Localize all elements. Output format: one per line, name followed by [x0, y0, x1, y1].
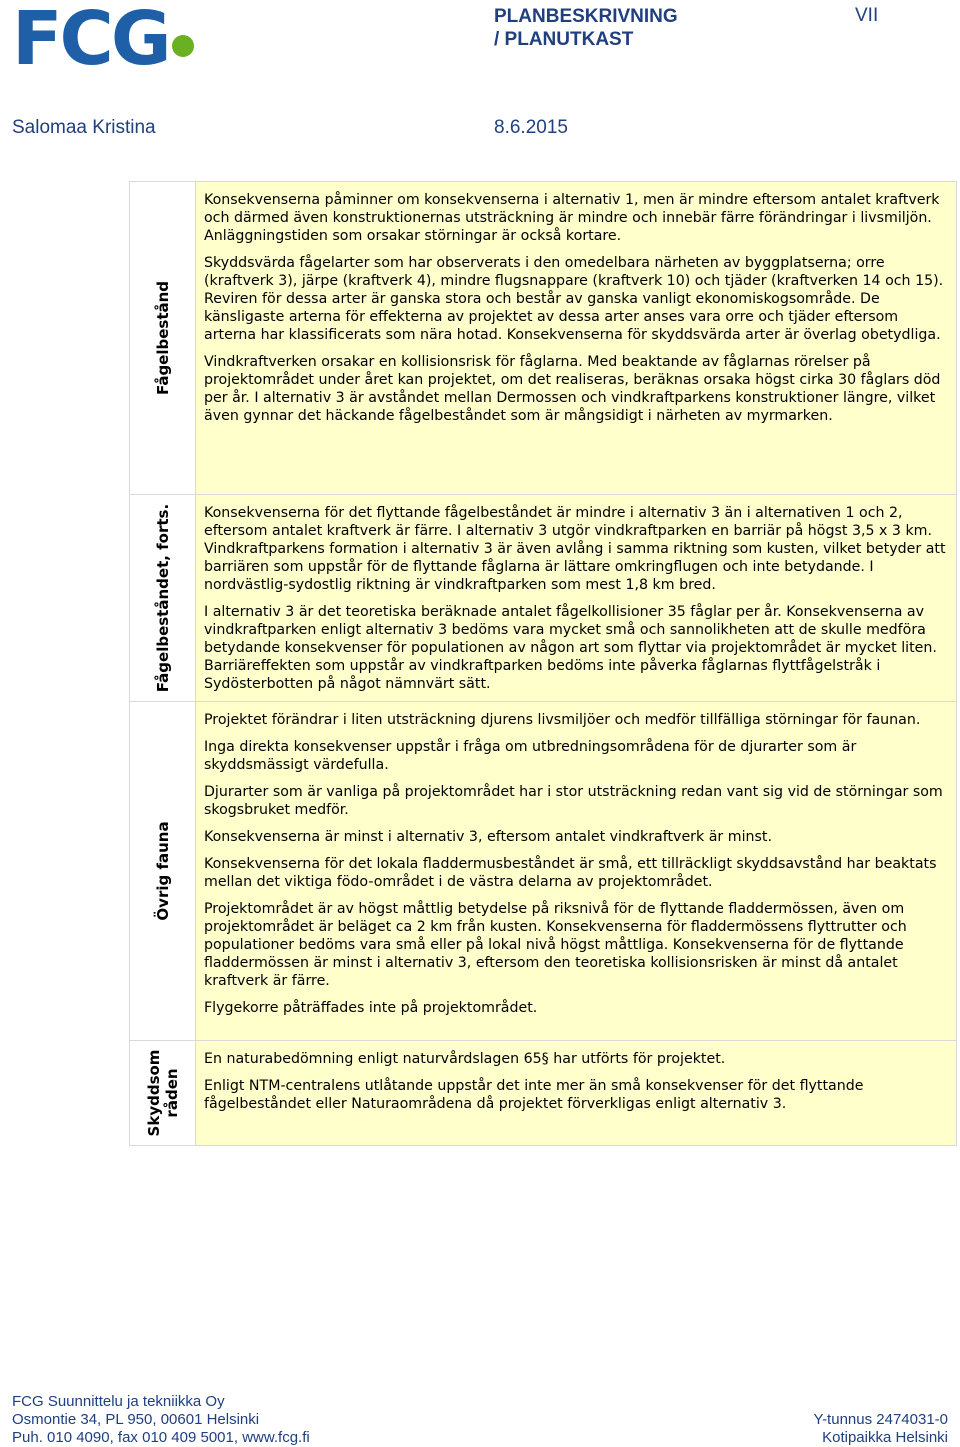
footer-business-id: Y-tunnus 2474031-0 — [813, 1411, 948, 1428]
paragraph: Enligt NTM-centralens utlåtande uppstår det inte mer än små konsekvenser för det flyttande fågelbeståndet eller Naturaområdena då projektet förverkligas enligt alternativ 3. — [204, 1078, 864, 1112]
document-title-line1: PLANBESKRIVNING — [494, 6, 678, 27]
author-name: Salomaa Kristina — [12, 117, 156, 138]
row-label-cell — [130, 182, 196, 494]
footer-company-block — [12, 1393, 310, 1447]
paragraph: Djurarter som är vanliga på projektområdet har i stor utsträckning redan vant sig vid de störningar som skogsbruket medför. — [204, 784, 943, 818]
footer-registration-block — [813, 1411, 948, 1447]
footer-domicile: Kotipaikka Helsinki — [822, 1429, 948, 1446]
footer-address: Osmontie 34, PL 950, 00601 Helsinki — [12, 1411, 260, 1428]
document-title-line2: / PLANUTKAST — [494, 29, 634, 50]
row-content — [196, 1041, 956, 1145]
table-row-fagelbestand — [130, 182, 956, 495]
paragraph: Projektområdet är av högst måttlig betydelse på riksnivå för de flyttande fladdermössen, även om projektområdet är beläget ca 2 km från kusten. Konsekvenserna för fladdermössens flyttrutter och populationer bedöms vara små eller på lokal nivå högst måttliga. Konsekvenserna för de flyttande fladdermössen är minst i alternativ 3, eftersom den teoretiska kollisionsrisken är minst då antalet kraftverk är färre. — [204, 901, 907, 989]
row-label: Fågelbestånd — [153, 280, 172, 396]
table-row-ovrig-fauna — [130, 702, 956, 1041]
paragraph: Konsekvenserna är minst i alternativ 3, eftersom antalet vindkraftverk är minst. — [204, 829, 772, 845]
table-row-skyddsomraden — [130, 1041, 956, 1145]
paragraph: I alternativ 3 är det teoretiska beräknade antalet fågelkollisioner 35 fåglar per år. Konsekvenserna av vindkraftparken enligt alternativ 3 bedöms vara mycket små och sannolikheten att de skulle medföra betydande konsekvenser för populationen av någon art som flyttar via projektområdet är mycket liten. Barriäreffekten som uppstår av vindkraftparken bedöms inte påverka fåglarnas flyttfågelstråk i Sydösterbotten på något nämnvärt sätt. — [204, 604, 937, 692]
paragraph: Flygekorre påträffades inte på projektområdet. — [204, 1000, 538, 1016]
paragraph: En naturabedömning enligt naturvårdslagen 65§ har utförts för projektet. — [204, 1051, 726, 1067]
row-label — [145, 1050, 181, 1137]
table-row-fagelbestandet-forts — [130, 495, 956, 702]
footer-contact: Puh. 010 4090, fax 010 409 5001, www.fcg.fi — [12, 1429, 310, 1446]
row-label: Fågelbeståndet, forts. — [153, 503, 172, 693]
row-label-cell — [130, 495, 196, 701]
paragraph: Projektet förändrar i liten utsträckning djurens livsmiljöer och medför tillfälliga störningar för faunan. — [204, 712, 921, 728]
paragraph: Vindkraftverken orsakar en kollisionsrisk för fåglarna. Med beaktande av fåglarnas rörelser på projektområdet under året kan projektet, om det realiseras, beräknas orsaka högst cirka 30 fåglars död per år. I alternativ 3 är avståndet mellan Dermossen och vindkraftparkens konstruktioner längre, vilket även gynnar det häckande fågelbeståndet som är mångsidigt i närheten av myrmarken. — [204, 354, 941, 424]
row-content — [196, 702, 956, 1040]
paragraph: Konsekvenserna för det lokala fladdermusbeståndet är små, ett tillräckligt skyddsavstånd har beaktats mellan det viktiga födo-området i de västra delarna av projektområdet. — [204, 856, 937, 890]
document-title — [494, 5, 678, 51]
document-date: 8.6.2015 — [494, 117, 568, 138]
paragraph: Konsekvenserna påminner om konsekvenserna i alternativ 1, men är mindre eftersom antalet kraftverk och därmed även konstruktionernas utsträckning är mindre och innebär färre förändringar i livsmiljön. Anläggningstiden som orsakar störningar är också kortare. — [204, 192, 940, 244]
fcg-logo — [12, 2, 202, 72]
logo-text: FCG — [12, 2, 169, 72]
page-number: VII — [855, 5, 879, 26]
logo-green-dot — [172, 35, 194, 57]
paragraph: Skyddsvärda fågelarter som har observerats i den omedelbara närheten av byggplatserna; orre (kraftverk 3), järpe (kraftverk 4), mindre flugsnappare (kraftverk 10) och tjäder (kraftverken 14 och 15). Reviren för dessa arter är ganska stora och består av ganska vanligt ekonomiskogsområde. De känsligaste arterna för effekterna av projektet av dessa arter anses vara orre och tjäder eftersom arterna har klassificerats som nära hotad. Konsekvenserna för skyddsvärda arter är överlag obetydliga. — [204, 255, 944, 343]
row-content — [196, 182, 956, 494]
row-label-cell — [130, 1041, 196, 1145]
row-content — [196, 495, 956, 701]
row-label-line1: Skyddsom — [144, 1049, 163, 1137]
paragraph: Konsekvenserna för det flyttande fågelbeståndet är mindre i alternativ 3 än i alternativen 1 och 2, eftersom antalet kraftverk är färre. I alternativ 3 utgör vindkraftparken en barriär på högst 3,5 x 3 km. Vindkraftparkens formation i alternativ 3 är även avlång i samma riktning som kusten, vilket betyder att barriären som uppstår för de flyttande fåglarna är lättare omkringflugen och inte betydande. I nordvästlig-sydostlig riktning är vindkraftparken som mest 1,8 km bred. — [204, 505, 946, 593]
impact-table — [129, 181, 957, 1146]
row-label-line2: råden — [162, 1068, 181, 1118]
row-label: Övrig fauna — [153, 821, 172, 921]
row-label-cell — [130, 702, 196, 1040]
paragraph: Inga direkta konsekvenser uppstår i fråga om utbredningsområdena för de djurarter som är skyddsmässigt värdefulla. — [204, 739, 857, 773]
footer-company: FCG Suunnittelu ja tekniikka Oy — [12, 1393, 225, 1410]
